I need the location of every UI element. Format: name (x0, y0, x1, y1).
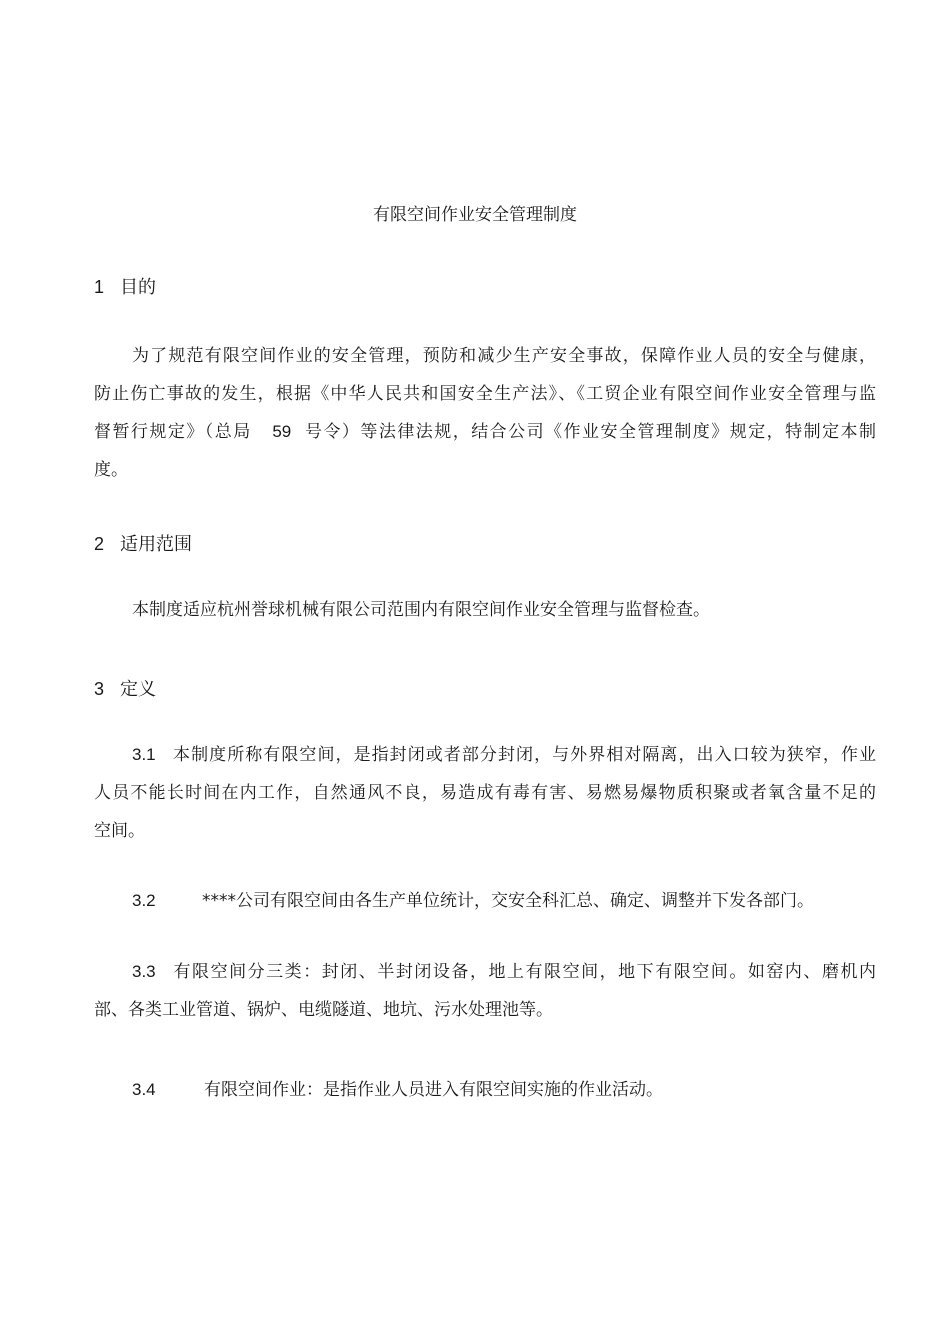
paragraph-line (94, 953, 876, 991)
item-label: 3.3 (132, 962, 156, 981)
paragraph-line (94, 882, 876, 920)
paragraph-line: 度。 (94, 460, 128, 480)
section-2-heading (94, 531, 192, 558)
paragraph-line (94, 413, 876, 451)
section-title: 适用范围 (120, 534, 192, 555)
paragraph-line: 为了规范有限空间作业的安全管理，预防和减少生产安全事故，保障作业人员的安全与健康， (132, 346, 876, 366)
document-title: 有限空间作业安全管理制度 (373, 205, 577, 225)
text-fragment: ****公司有限空间由各生产单位统计，交安全科汇总、确定、调整并下发各部门。 (202, 891, 814, 911)
text-fragment: 督暂行规定》（总局 (94, 422, 252, 442)
section-3-heading (94, 676, 156, 703)
section-title: 目的 (120, 277, 156, 298)
section-number: 1 (94, 277, 105, 297)
section-2-paragraph (94, 591, 876, 629)
item-label: 3.1 (132, 745, 156, 764)
definition-3-2 (94, 882, 876, 920)
section-1-heading (94, 274, 156, 301)
definition-3-4 (94, 1071, 876, 1109)
section-title: 定义 (120, 679, 156, 700)
order-number: 59 (272, 422, 292, 441)
item-label: 3.2 (132, 891, 156, 910)
definition-3-1 (94, 736, 876, 850)
paragraph-line (94, 1071, 876, 1109)
paragraph-line: 本制度适应杭州誉球机械有限公司范围内有限空间作业安全管理与监督检查。 (132, 600, 710, 620)
section-1-paragraph (94, 337, 876, 489)
text-fragment: 号令）等法律法规，结合公司《作业安全管理制度》规定，特制定本制 (305, 422, 877, 442)
text-fragment: 有限空间分三类：封闭、半封闭设备，地上有限空间，地下有限空间。如窑内、磨机内 (172, 962, 876, 982)
definition-3-3 (94, 953, 876, 1029)
paragraph-line: 部、各类工业管道、锅炉、电缆隧道、地坑、污水处理池等。 (94, 1000, 553, 1020)
paragraph-line: 人员不能长时间在内工作，自然通风不良，易造成有毒有害、易燃易爆物质积聚或者氧含量不足的 (94, 783, 876, 803)
text-fragment: 有限空间作业：是指作业人员进入有限空间实施的作业活动。 (204, 1080, 663, 1100)
paragraph-line (94, 736, 876, 774)
section-number: 2 (94, 534, 105, 554)
section-number: 3 (94, 679, 105, 699)
paragraph-line: 防止伤亡事故的发生，根据《中华人民共和国安全生产法》、《工贸企业有限空间作业安全管理与监 (94, 384, 876, 404)
text-fragment: 本制度所称有限空间，是指封闭或者部分封闭，与外界相对隔离，出入口较为狭窄，作业 (172, 745, 876, 765)
item-label: 3.4 (132, 1080, 156, 1099)
paragraph-line: 空间。 (94, 821, 145, 841)
